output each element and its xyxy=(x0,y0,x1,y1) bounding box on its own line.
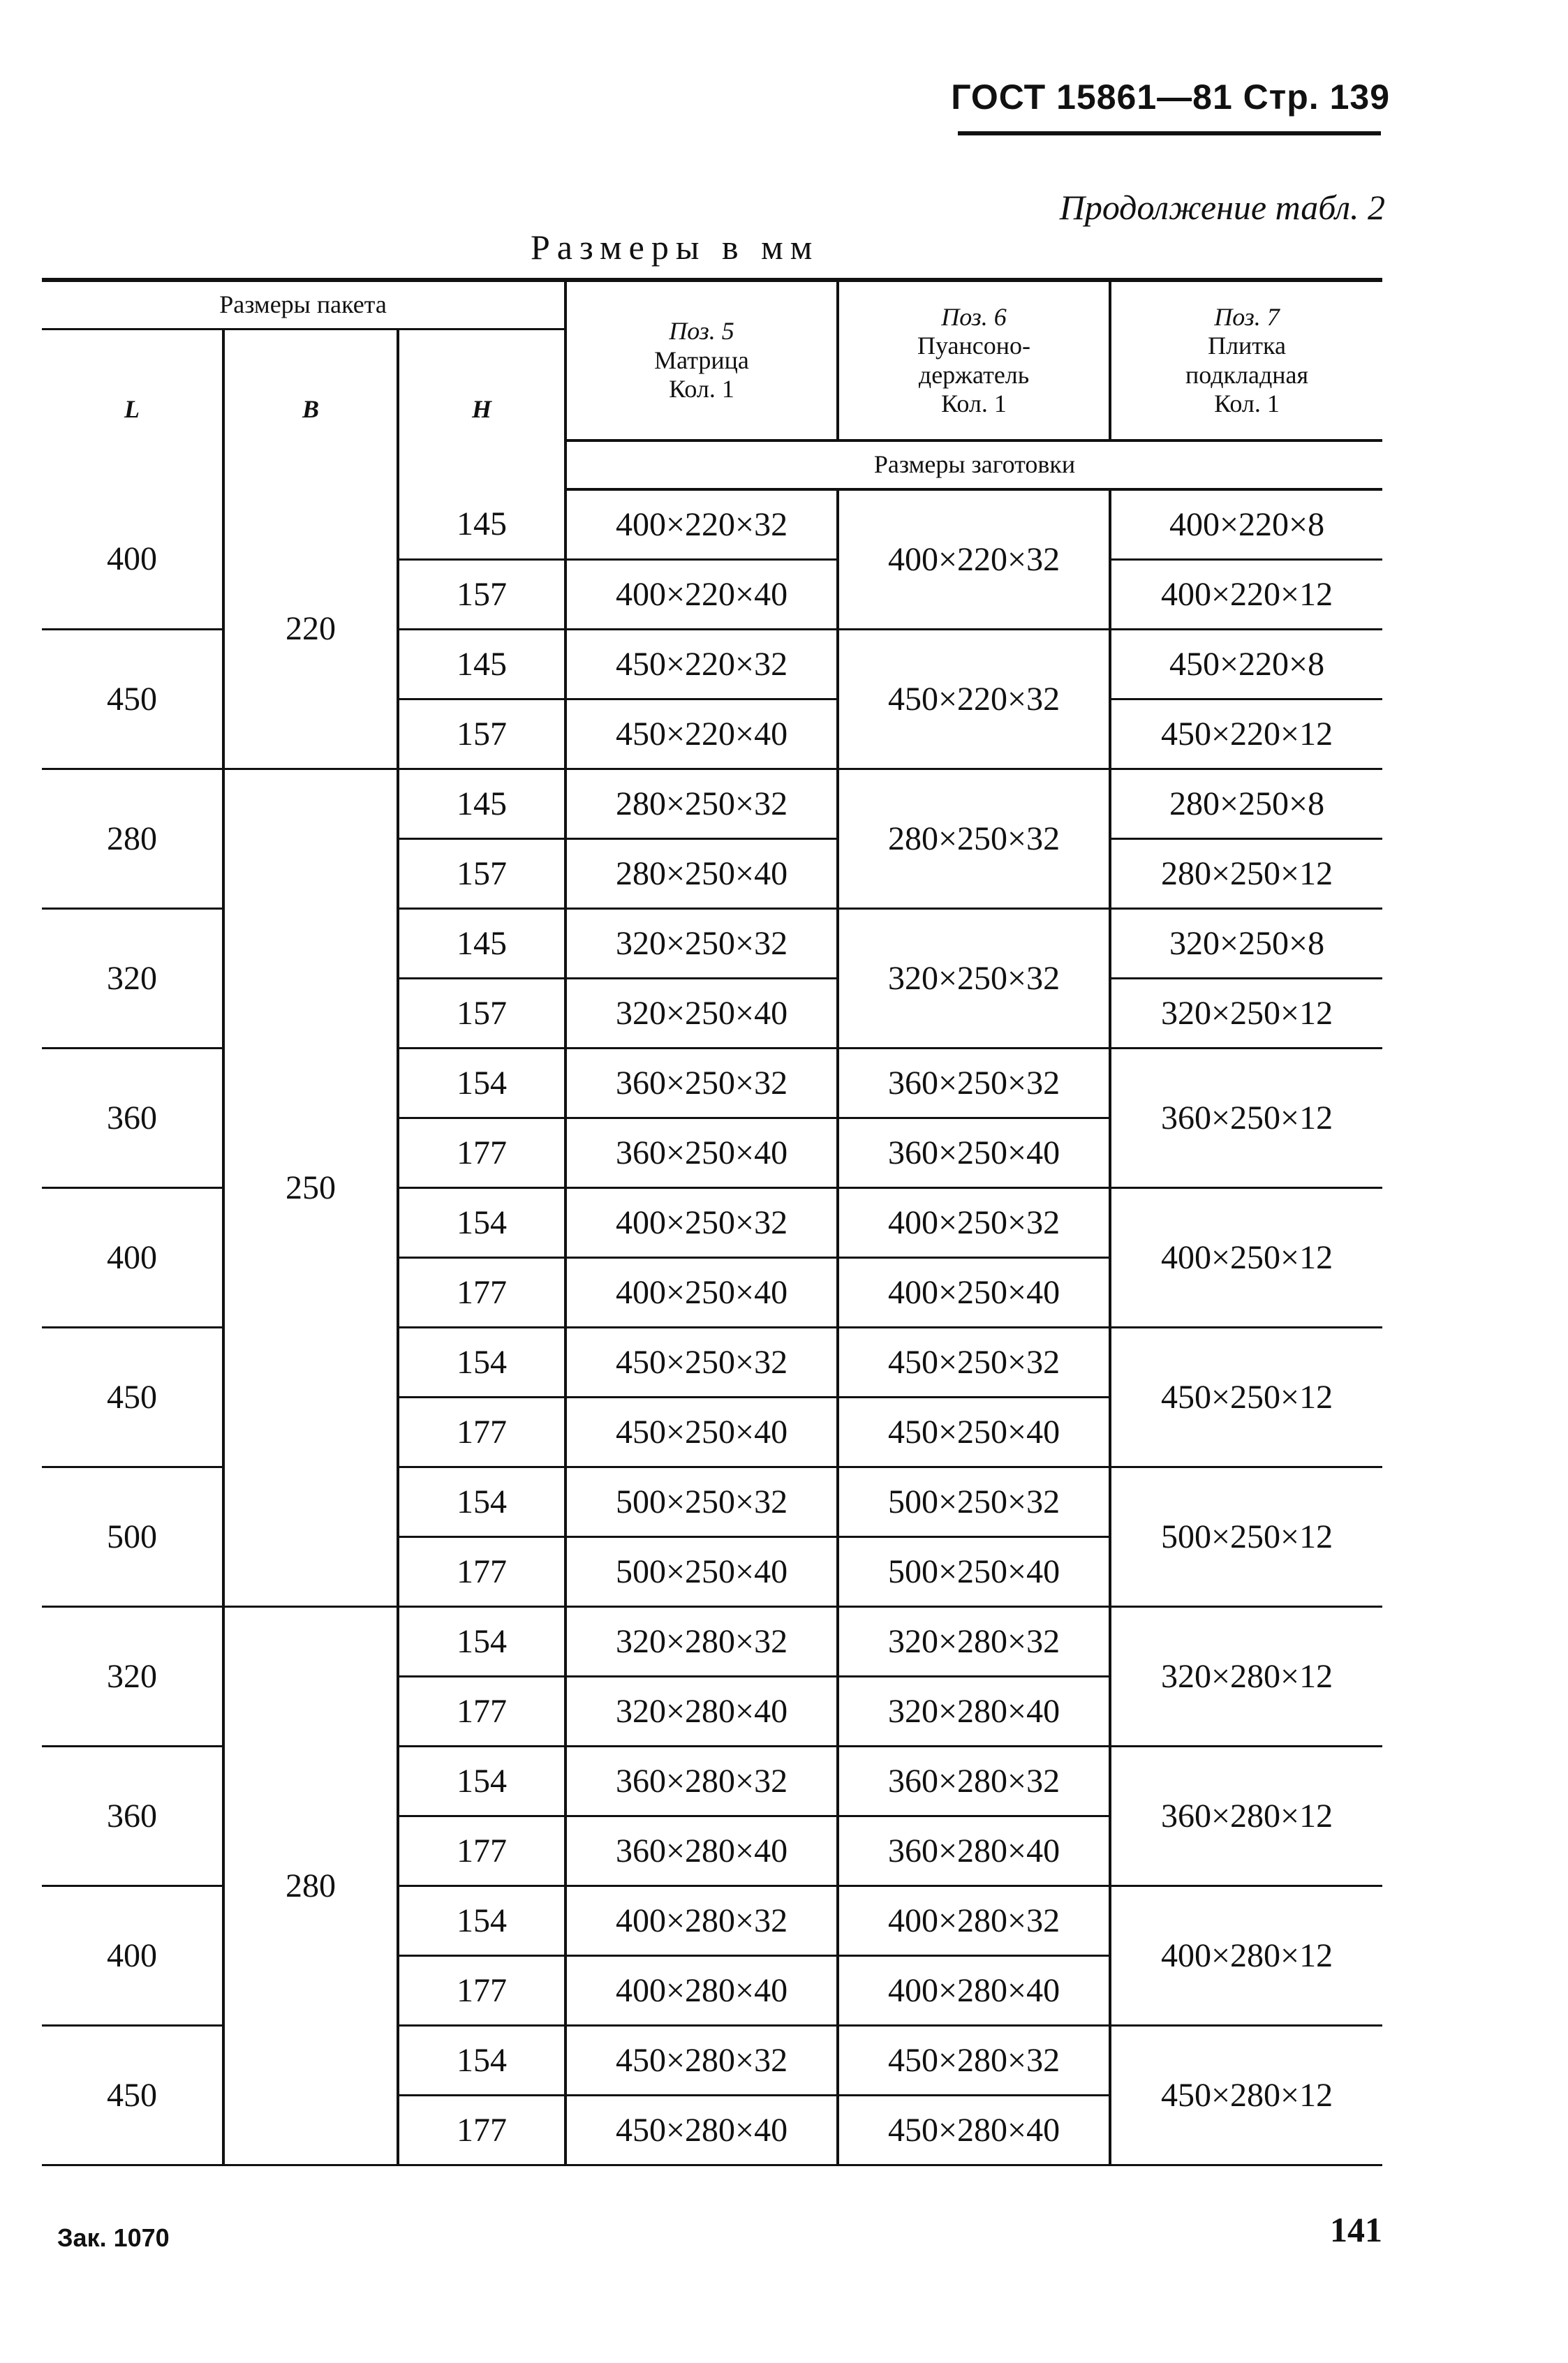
blank-size-header: Размеры заготовки xyxy=(565,440,1382,489)
cell-pos7: 320×250×8 xyxy=(1110,908,1382,978)
cell-L: 320 xyxy=(42,908,223,1048)
pos5-title: Поз. 5 xyxy=(669,317,734,346)
cell-pos5: 400×280×32 xyxy=(565,1886,838,1955)
cell-H: 177 xyxy=(398,1257,565,1327)
cell-pos7: 450×220×12 xyxy=(1110,699,1382,769)
cell-pos7: 400×220×8 xyxy=(1110,489,1382,559)
units-caption: Размеры в мм xyxy=(531,228,820,267)
cell-pos7: 500×250×12 xyxy=(1110,1467,1382,1606)
cell-pos5: 360×280×40 xyxy=(565,1816,838,1886)
cell-pos7: 450×250×12 xyxy=(1110,1327,1382,1467)
table-body xyxy=(42,489,1382,2165)
cell-pos7: 400×220×12 xyxy=(1110,559,1382,629)
cell-pos5: 450×250×40 xyxy=(565,1397,838,1467)
cell-H: 177 xyxy=(398,2095,565,2165)
pos6-name-line2: держатель xyxy=(918,360,1030,389)
cell-pos5: 450×220×32 xyxy=(565,629,838,699)
cell-pos6: 280×250×32 xyxy=(838,769,1110,908)
cell-pos7: 400×250×12 xyxy=(1110,1187,1382,1327)
pos5-name: Матрица xyxy=(654,346,749,374)
cell-H: 154 xyxy=(398,1327,565,1397)
cell-pos7: 320×250×12 xyxy=(1110,978,1382,1048)
packet-size-header: Размеры пакета xyxy=(42,280,565,329)
cell-pos6: 450×280×32 xyxy=(838,2025,1110,2095)
cell-L: 500 xyxy=(42,1467,223,1606)
cell-H: 154 xyxy=(398,1187,565,1257)
pos6-header xyxy=(838,280,1110,440)
cell-pos6: 500×250×32 xyxy=(838,1467,1110,1536)
cell-pos5: 360×250×32 xyxy=(565,1048,838,1118)
cell-B: 220 xyxy=(223,489,398,769)
cell-B: 280 xyxy=(223,1606,398,2165)
cell-H: 157 xyxy=(398,838,565,908)
pos6-qty: Кол. 1 xyxy=(941,389,1007,417)
pos6-name-line1: Пуансоно- xyxy=(917,332,1031,360)
cell-B: 250 xyxy=(223,769,398,1606)
order-number: Зак. 1070 xyxy=(57,2223,170,2252)
cell-H: 145 xyxy=(398,629,565,699)
cell-H: 177 xyxy=(398,1118,565,1187)
cell-pos6: 320×280×40 xyxy=(838,1676,1110,1746)
cell-pos5: 450×220×40 xyxy=(565,699,838,769)
pos7-name-line1: Плитка xyxy=(1208,332,1286,360)
cell-pos7: 450×220×8 xyxy=(1110,629,1382,699)
cell-pos5: 450×280×32 xyxy=(565,2025,838,2095)
cell-pos7: 280×250×8 xyxy=(1110,769,1382,838)
cell-pos6: 450×250×32 xyxy=(838,1327,1110,1397)
cell-H: 154 xyxy=(398,1886,565,1955)
cell-pos6: 400×280×40 xyxy=(838,1955,1110,2025)
cell-pos5: 280×250×40 xyxy=(565,838,838,908)
cell-pos5: 360×280×32 xyxy=(565,1746,838,1816)
cell-L: 360 xyxy=(42,1746,223,1886)
cell-pos5: 500×250×32 xyxy=(565,1467,838,1536)
cell-pos5: 500×250×40 xyxy=(565,1536,838,1606)
cell-pos5: 450×280×40 xyxy=(565,2095,838,2165)
cell-H: 154 xyxy=(398,1746,565,1816)
cell-L: 320 xyxy=(42,1606,223,1746)
col-L-header: L xyxy=(124,395,140,424)
cell-H: 157 xyxy=(398,559,565,629)
cell-L: 400 xyxy=(42,1886,223,2025)
cell-H: 154 xyxy=(398,1606,565,1676)
cell-pos7: 400×280×12 xyxy=(1110,1886,1382,2025)
cell-pos5: 400×220×40 xyxy=(565,559,838,629)
cell-pos6: 500×250×40 xyxy=(838,1536,1110,1606)
cell-H: 154 xyxy=(398,1048,565,1118)
cell-L: 360 xyxy=(42,1048,223,1187)
page-number: 141 xyxy=(1330,2210,1382,2249)
cell-pos6: 320×280×32 xyxy=(838,1606,1110,1676)
cell-H: 154 xyxy=(398,1467,565,1536)
col-H-header: H xyxy=(398,329,565,489)
page-header: ГОСТ 15861—81 Стр. 139 xyxy=(951,77,1390,117)
cell-H: 145 xyxy=(398,489,565,559)
header-rule xyxy=(958,131,1381,135)
cell-pos6: 400×280×32 xyxy=(838,1886,1110,1955)
cell-pos5: 400×250×40 xyxy=(565,1257,838,1327)
cell-H: 157 xyxy=(398,978,565,1048)
cell-pos6: 450×220×32 xyxy=(838,629,1110,769)
col-B-header: B xyxy=(223,329,398,489)
pos7-name-line2: подкладная xyxy=(1185,360,1309,389)
pos7-header xyxy=(1110,280,1382,440)
cell-pos6: 450×250×40 xyxy=(838,1397,1110,1467)
pos7-qty: Кол. 1 xyxy=(1214,389,1280,417)
pos7-title: Поз. 7 xyxy=(1214,302,1280,331)
cell-pos5: 320×250×40 xyxy=(565,978,838,1048)
table-row xyxy=(42,769,1382,838)
cell-pos5: 400×220×32 xyxy=(565,489,838,559)
cell-H: 157 xyxy=(398,699,565,769)
cell-H: 177 xyxy=(398,1397,565,1467)
cell-L: 280 xyxy=(42,769,223,908)
cell-L: 450 xyxy=(42,629,223,769)
cell-pos5: 360×250×40 xyxy=(565,1118,838,1187)
cell-pos7: 360×280×12 xyxy=(1110,1746,1382,1886)
pos5-header xyxy=(565,280,838,440)
pos6-title: Поз. 6 xyxy=(941,302,1007,331)
cell-pos6: 360×250×32 xyxy=(838,1048,1110,1118)
cell-H: 177 xyxy=(398,1676,565,1746)
cell-pos6: 360×280×32 xyxy=(838,1746,1110,1816)
cell-pos5: 400×250×32 xyxy=(565,1187,838,1257)
cell-pos7: 280×250×12 xyxy=(1110,838,1382,908)
cell-H: 177 xyxy=(398,1536,565,1606)
cell-pos6: 400×250×32 xyxy=(838,1187,1110,1257)
pos5-qty: Кол. 1 xyxy=(669,375,734,403)
cell-pos6: 320×250×32 xyxy=(838,908,1110,1048)
cell-pos7: 320×280×12 xyxy=(1110,1606,1382,1746)
table-row xyxy=(42,489,1382,559)
cell-H: 177 xyxy=(398,1816,565,1886)
cell-H: 145 xyxy=(398,769,565,838)
cell-H: 154 xyxy=(398,2025,565,2095)
cell-L: 450 xyxy=(42,2025,223,2165)
dimensions-table xyxy=(42,278,1382,2166)
cell-pos7: 360×250×12 xyxy=(1110,1048,1382,1187)
cell-pos6: 360×250×40 xyxy=(838,1118,1110,1187)
cell-pos5: 320×280×32 xyxy=(565,1606,838,1676)
cell-pos5: 320×250×32 xyxy=(565,908,838,978)
cell-H: 145 xyxy=(398,908,565,978)
table-continuation-label: Продолжение табл. 2 xyxy=(1059,188,1385,227)
cell-L: 400 xyxy=(42,1187,223,1327)
cell-pos6: 360×280×40 xyxy=(838,1816,1110,1886)
cell-pos6: 400×250×40 xyxy=(838,1257,1110,1327)
cell-L: 400 xyxy=(42,489,223,629)
cell-pos6: 450×280×40 xyxy=(838,2095,1110,2165)
cell-pos6: 400×220×32 xyxy=(838,489,1110,629)
cell-pos5: 400×280×40 xyxy=(565,1955,838,2025)
cell-L: 450 xyxy=(42,1327,223,1467)
table-row xyxy=(42,1606,1382,1676)
cell-pos5: 450×250×32 xyxy=(565,1327,838,1397)
cell-pos5: 320×280×40 xyxy=(565,1676,838,1746)
cell-pos5: 280×250×32 xyxy=(565,769,838,838)
cell-pos7: 450×280×12 xyxy=(1110,2025,1382,2165)
cell-H: 177 xyxy=(398,1955,565,2025)
